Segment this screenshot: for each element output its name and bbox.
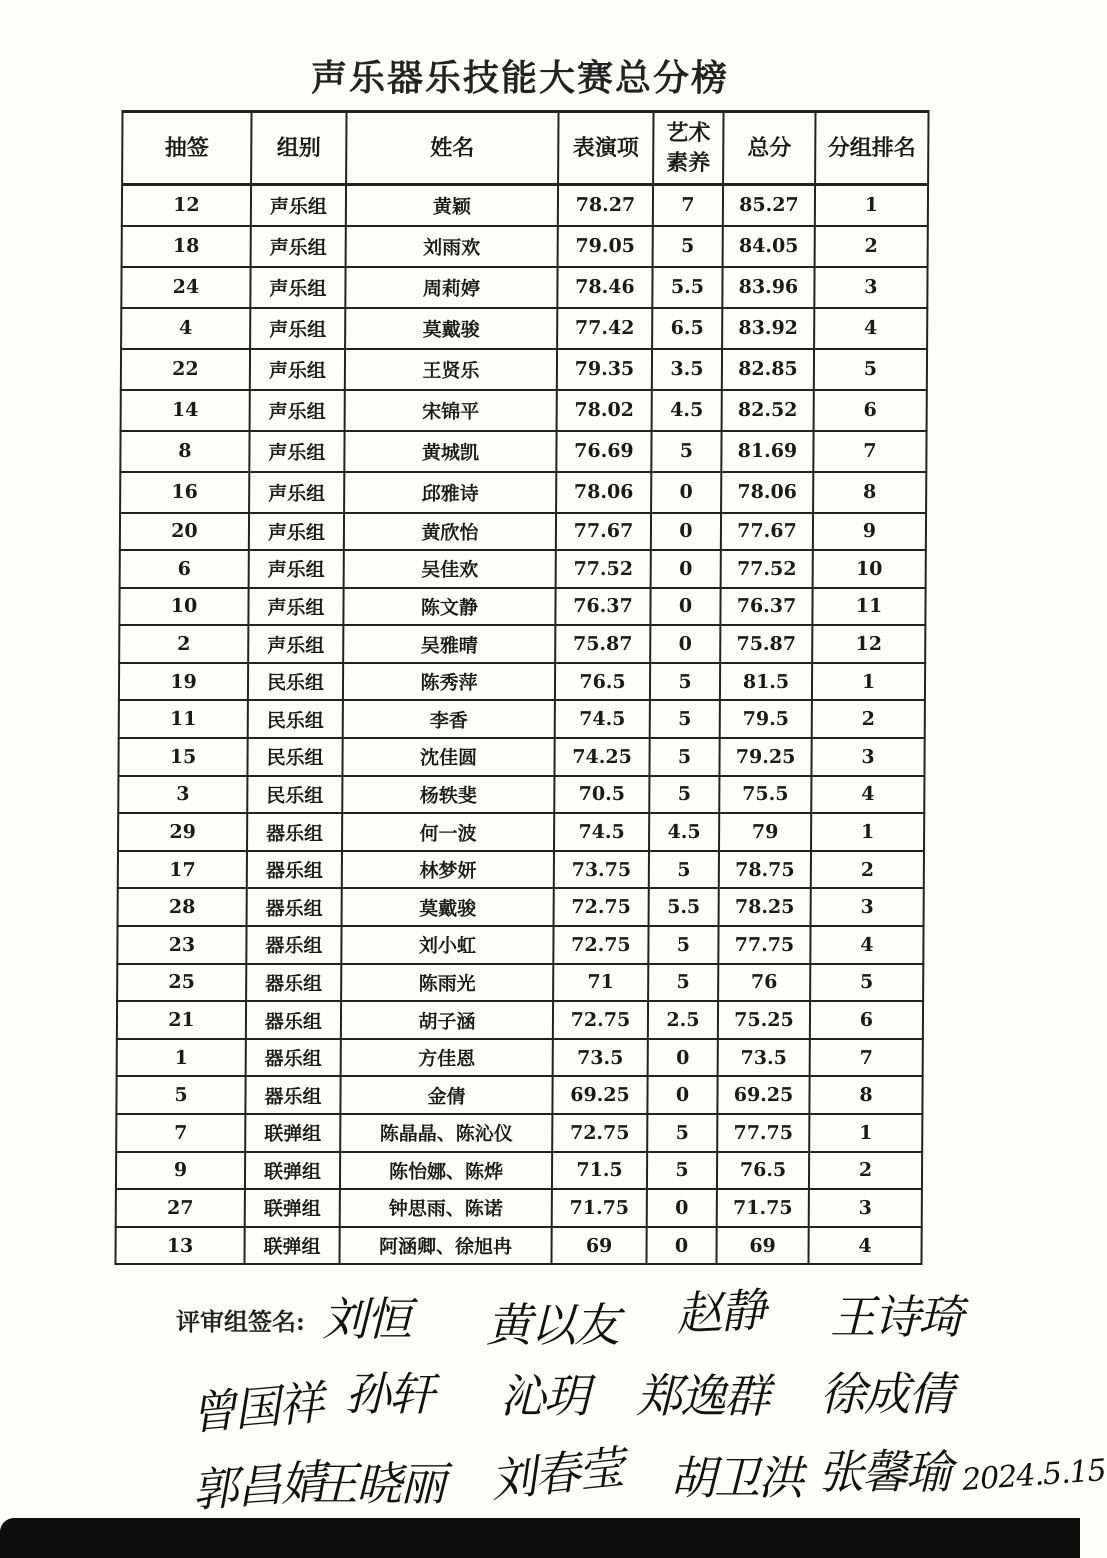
cell-rank: 7 [813,431,926,472]
table-row [118,851,924,889]
cell-art: 0 [647,1189,717,1227]
table-row [120,472,926,513]
table-row [115,1227,921,1265]
cell-group: 器乐组 [247,851,342,889]
cell-group: 声乐组 [251,226,346,267]
cell-total: 76.5 [717,1152,809,1190]
cell-draw: 2 [119,625,248,663]
header-group: 组别 [251,112,346,185]
cell-performance: 72.75 [553,1001,648,1039]
cell-group: 声乐组 [248,588,343,626]
cell-name: 吴佳欢 [344,550,556,588]
cell-art: 0 [650,588,720,626]
signature: 曾国祥 [188,1375,325,1441]
cell-name: 李香 [343,700,555,738]
cell-performance: 77.67 [556,513,651,551]
cell-performance: 72.75 [553,926,648,964]
cell-performance: 71.5 [552,1152,647,1190]
cell-name: 王贤乐 [345,349,557,390]
cell-group: 民乐组 [248,663,343,701]
signing-date: 2024.5.15 [960,1453,1107,1498]
cell-draw: 29 [118,813,247,851]
cell-art: 0 [648,1039,718,1077]
cell-total: 82.52 [722,390,814,431]
cell-rank: 2 [815,226,928,267]
cell-performance: 69.25 [552,1076,647,1114]
cell-art: 0 [647,1076,717,1114]
cell-art: 5.5 [652,267,722,308]
cell-group: 声乐组 [250,267,345,308]
cell-group: 器乐组 [246,1001,341,1039]
cell-name: 宋锦平 [345,390,557,431]
cell-group: 器乐组 [246,1039,341,1077]
cell-total: 78.06 [721,472,813,513]
table-row [120,550,926,588]
cell-art: 5 [649,851,719,889]
cell-draw: 10 [119,588,248,626]
cell-art: 5 [648,964,718,1002]
cell-art: 6.5 [652,308,722,349]
table-header-row [122,112,928,185]
signature: 赵静 [674,1282,766,1342]
header-art-line1: 艺术 [666,120,711,146]
cell-rank: 5 [814,349,927,390]
cell-draw: 11 [119,700,248,738]
signature: 张馨瑜 [818,1445,950,1499]
table-row [122,185,928,226]
signature: 王诗琦 [830,1290,962,1344]
signature: 孙轩 [345,1367,433,1421]
cell-name: 周莉婷 [345,267,557,308]
cell-rank: 1 [811,813,924,851]
cell-total: 81.5 [720,663,812,701]
cell-art: 0 [651,550,721,588]
cell-group: 联弹组 [245,1114,340,1152]
cell-draw: 23 [117,926,246,964]
table-row [121,349,927,390]
cell-group: 声乐组 [249,431,344,472]
signature: 郑逸群 [636,1369,768,1423]
table-row [121,390,927,431]
cell-performance: 74.5 [554,813,649,851]
cell-name: 吴雅晴 [343,625,555,663]
cell-name: 陈雨光 [341,964,553,1002]
cell-name: 阿涵卿、徐旭冉 [339,1227,551,1265]
cell-draw: 16 [120,472,249,513]
cell-art: 7 [653,185,723,226]
header-draw: 抽签 [122,112,251,185]
cell-name: 金倩 [340,1076,552,1114]
cell-group: 声乐组 [251,185,346,226]
cell-draw: 24 [121,267,250,308]
cell-draw: 8 [120,431,249,472]
cell-total: 83.92 [722,308,814,349]
cell-rank: 4 [810,926,923,964]
cell-draw: 6 [120,550,249,588]
cell-total: 69.25 [717,1076,809,1114]
cell-total: 75.5 [719,776,811,814]
cell-name: 邱雅诗 [344,472,556,513]
cell-performance: 78.02 [557,390,652,431]
cell-rank: 3 [811,738,924,776]
cell-performance: 75.87 [555,625,650,663]
cell-performance: 78.06 [556,472,651,513]
cell-performance: 70.5 [554,776,649,814]
table-row [118,738,924,776]
cell-performance: 74.5 [555,700,650,738]
cell-total: 85.27 [723,185,815,226]
cell-performance: 72.75 [554,888,649,926]
signature: 王晓丽 [312,1457,444,1511]
cell-name: 莫戴骏 [345,308,557,349]
cell-art: 5 [653,226,723,267]
cell-group: 器乐组 [247,813,342,851]
cell-rank: 1 [815,185,928,226]
cell-art: 2.5 [648,1001,718,1039]
cell-art: 5.5 [649,888,719,926]
table-row [120,513,926,551]
cell-rank: 9 [813,513,926,551]
cell-performance: 74.25 [554,738,649,776]
cell-performance: 79.05 [558,226,653,267]
cell-rank: 8 [809,1076,922,1114]
cell-performance: 76.69 [556,431,651,472]
cell-art: 0 [651,513,721,551]
cell-group: 声乐组 [250,308,345,349]
cell-total: 78.75 [719,851,811,889]
header-rank: 分组排名 [815,112,928,185]
cell-name: 陈文静 [343,588,555,626]
signature: 徐成倩 [820,1367,952,1421]
cell-rank: 3 [811,888,924,926]
cell-group: 联弹组 [244,1227,339,1265]
signature: 黄以友 [486,1298,618,1352]
cell-art: 5 [650,700,720,738]
cell-performance: 73.75 [554,851,649,889]
cell-rank: 11 [812,588,925,626]
table-row [116,1189,922,1227]
cell-name: 刘雨欢 [346,226,558,267]
cell-rank: 4 [808,1227,921,1265]
table-row [120,431,926,472]
cell-total: 77.75 [718,926,810,964]
cell-draw: 7 [116,1114,245,1152]
cell-draw: 15 [118,738,247,776]
cell-draw: 13 [115,1227,244,1265]
cell-total: 79 [719,813,811,851]
cell-total: 79.5 [720,700,812,738]
table-row [121,308,927,349]
cell-total: 77.52 [721,550,813,588]
cell-name: 沈佳圆 [342,738,554,776]
cell-art: 5 [649,738,719,776]
cell-group: 声乐组 [249,550,344,588]
table-row [122,226,928,267]
cell-name: 黄欣怡 [344,513,556,551]
cell-total: 78.25 [719,888,811,926]
cell-performance: 79.35 [557,349,652,390]
cell-art: 5 [648,926,718,964]
cell-group: 声乐组 [249,513,344,551]
cell-name: 何一波 [342,813,554,851]
cell-art: 5 [649,776,719,814]
cell-draw: 3 [118,776,247,814]
signature: 郭昌婧 [190,1454,326,1518]
cell-art: 5 [650,663,720,701]
cell-draw: 1 [117,1039,246,1077]
cell-group: 民乐组 [247,776,342,814]
cell-name: 钟思雨、陈诺 [340,1189,552,1227]
cell-draw: 9 [116,1152,245,1190]
cell-rank: 7 [810,1039,923,1077]
cell-total: 77.75 [717,1114,809,1152]
signature: 刘春莹 [487,1440,625,1508]
cell-performance: 71.75 [552,1189,647,1227]
cell-name: 黄颖 [346,185,558,226]
cell-rank: 1 [812,663,925,701]
cell-name: 胡子涵 [341,1001,553,1039]
page-title: 声乐器乐技能大赛总分榜 [310,57,729,99]
table-row [117,926,923,964]
cell-art: 0 [651,472,721,513]
cell-rank: 6 [814,390,927,431]
cell-art: 3.5 [652,349,722,390]
cell-art: 4.5 [649,813,719,851]
cell-art: 0 [650,625,720,663]
cell-group: 声乐组 [249,472,344,513]
cell-total: 79.25 [719,738,811,776]
cell-draw: 17 [118,851,247,889]
cell-group: 联弹组 [245,1152,340,1190]
cell-performance: 76.5 [555,663,650,701]
cell-art: 4.5 [652,390,722,431]
cell-performance: 78.46 [557,267,652,308]
cell-draw: 28 [118,888,247,926]
cell-art: 5 [647,1114,717,1152]
cell-performance: 71 [553,964,648,1002]
cell-name: 陈秀萍 [343,663,555,701]
cell-performance: 69 [551,1227,646,1265]
cell-draw: 4 [121,308,250,349]
cell-group: 民乐组 [248,700,343,738]
cell-group: 器乐组 [246,964,341,1002]
cell-total: 75.87 [720,625,812,663]
cell-draw: 20 [120,513,249,551]
cell-total: 84.05 [723,226,815,267]
cell-name: 林梦妍 [342,851,554,889]
cell-art: 5 [647,1152,717,1190]
header-art [653,112,723,185]
cell-draw: 22 [121,349,250,390]
cell-group: 声乐组 [250,390,345,431]
cell-draw: 19 [119,663,248,701]
cell-rank: 4 [811,776,924,814]
cell-name: 陈晶晶、陈沁仪 [340,1114,552,1152]
table-row [116,1114,922,1152]
cell-group: 民乐组 [247,738,342,776]
cell-rank: 3 [814,267,927,308]
cell-name: 黄城凯 [344,431,556,472]
cell-group: 声乐组 [248,625,343,663]
cell-performance: 77.52 [556,550,651,588]
cell-total: 81.69 [721,431,813,472]
cell-group: 联弹组 [245,1189,340,1227]
cell-draw: 21 [117,1001,246,1039]
table-row [116,1076,922,1114]
cell-total: 73.5 [718,1039,810,1077]
cell-art: 5 [651,431,721,472]
score-table [114,110,929,1265]
table-body [115,185,928,1265]
table-row [117,964,923,1002]
cell-performance: 78.27 [558,185,653,226]
table-row [119,625,925,663]
cell-draw: 5 [116,1076,245,1114]
cell-rank: 2 [809,1152,922,1190]
cell-performance: 77.42 [557,308,652,349]
table-row [118,813,924,851]
cell-art: 0 [646,1227,716,1265]
cell-draw: 14 [121,390,250,431]
cell-total: 69 [716,1227,808,1265]
cell-rank: 6 [810,1001,923,1039]
table-row [117,1039,923,1077]
cell-rank: 12 [812,625,925,663]
cell-group: 器乐组 [246,926,341,964]
cell-total: 82.85 [722,349,814,390]
cell-total: 76 [718,964,810,1002]
cell-rank: 10 [813,550,926,588]
table-row [118,888,924,926]
cell-rank: 1 [809,1114,922,1152]
cell-total: 71.75 [717,1189,809,1227]
cell-rank: 3 [809,1189,922,1227]
header-name: 姓名 [346,112,558,185]
cell-draw: 12 [122,185,251,226]
cell-group: 器乐组 [245,1076,340,1114]
header-total: 总分 [723,112,815,185]
cell-name: 方佳恩 [341,1039,553,1077]
table-row [119,588,925,626]
cell-performance: 72.75 [552,1114,647,1152]
header-art-line2: 素养 [666,150,711,176]
cell-total: 77.67 [721,513,813,551]
table-row [118,776,924,814]
cell-rank: 2 [812,700,925,738]
cell-group: 声乐组 [250,349,345,390]
cell-name: 莫戴骏 [342,888,554,926]
table-row [119,663,925,701]
cell-total: 83.96 [722,267,814,308]
table-row [117,1001,923,1039]
table-row [121,267,927,308]
signature: 沁玥 [500,1369,588,1423]
signature: 刘恒 [322,1292,410,1346]
cell-draw: 18 [122,226,251,267]
table-row [116,1152,922,1190]
table-row [119,700,925,738]
cell-rank: 2 [811,851,924,889]
cell-total: 75.25 [718,1001,810,1039]
cell-rank: 5 [810,964,923,1002]
cell-rank: 8 [813,472,926,513]
scan-bottom-edge [0,1518,1080,1558]
cell-group: 器乐组 [247,888,342,926]
cell-rank: 4 [814,308,927,349]
cell-draw: 27 [116,1189,245,1227]
cell-name: 杨轶斐 [342,776,554,814]
cell-total: 76.37 [720,588,812,626]
judges-signoff-label: 评审组签名: [176,1307,305,1336]
cell-performance: 76.37 [555,588,650,626]
header-performance: 表演项 [558,112,653,185]
cell-name: 刘小虹 [341,926,553,964]
signature: 胡卫洪 [670,1451,802,1505]
cell-draw: 25 [117,964,246,1002]
cell-performance: 73.5 [553,1039,648,1077]
cell-name: 陈怡娜、陈烨 [340,1152,552,1190]
